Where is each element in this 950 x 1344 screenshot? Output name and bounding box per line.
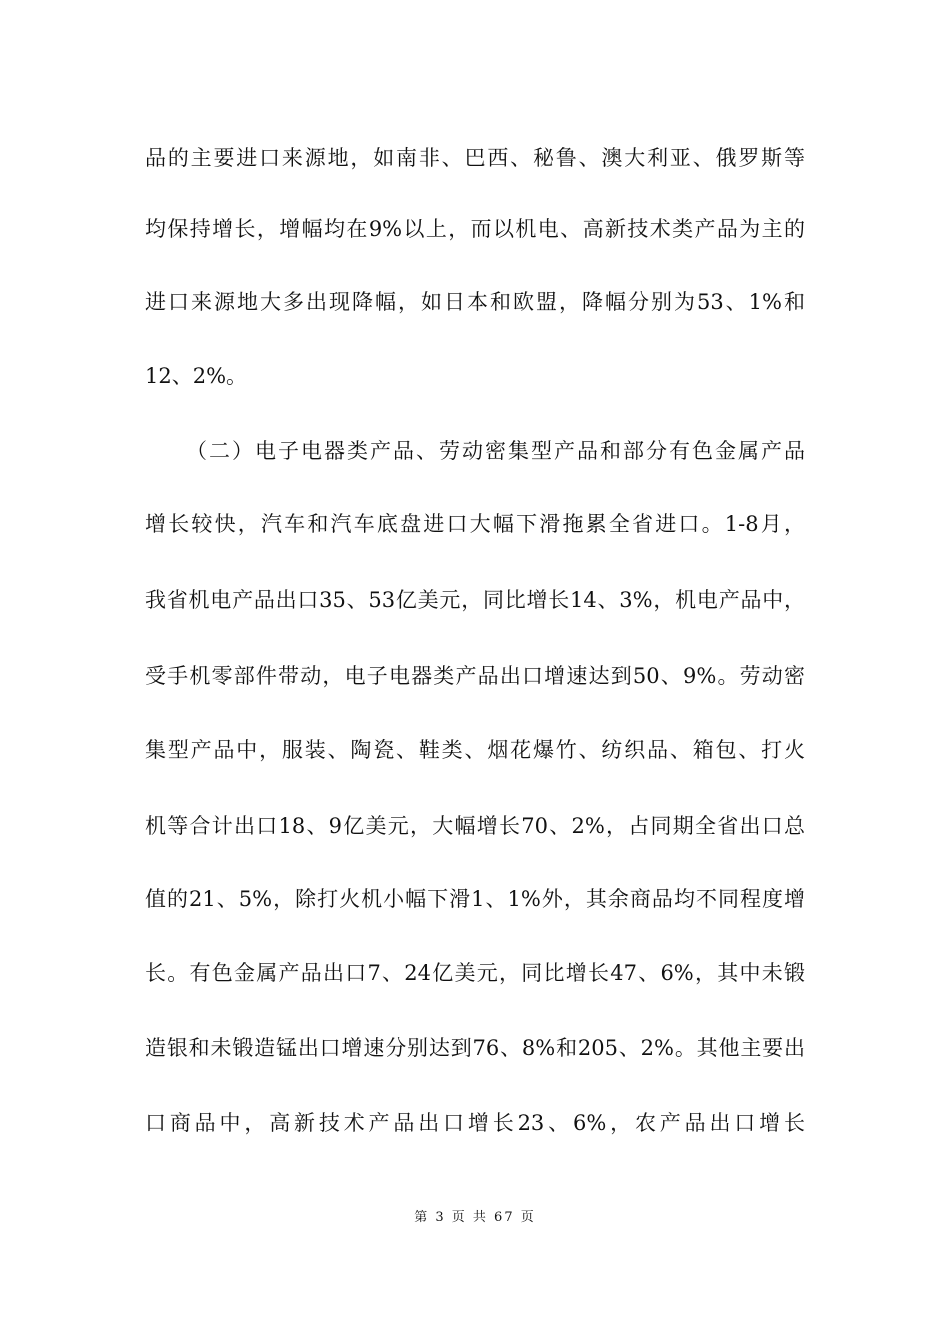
paragraph-heading-line: （二）电子电器类产品、劳动密集型产品和部分有色金属产品: [186, 439, 805, 463]
paragraph-line: 我省机电产品出口35、53亿美元，同比增长14、3%，机电产品中，: [145, 588, 805, 612]
paragraph-line: 机等合计出口18、9亿美元，大幅增长70、2%，占同期全省出口总: [145, 814, 805, 838]
paragraph-line: 均保持增长，增幅均在9%以上，而以机电、高新技术类产品为主的: [145, 217, 805, 241]
paragraph-line: 品的主要进口来源地，如南非、巴西、秘鲁、澳大利亚、俄罗斯等: [145, 146, 805, 170]
paragraph-line: 进口来源地大多出现降幅，如日本和欧盟，降幅分别为53、1%和: [145, 290, 805, 314]
page-number-footer: 第 3 页 共 67 页: [414, 1210, 536, 1225]
paragraph-line: 长。有色金属产品出口7、24亿美元，同比增长47、6%，其中未锻: [145, 961, 805, 985]
paragraph-line: 增长较快，汽车和汽车底盘进口大幅下滑拖累全省进口。1-8月，: [145, 512, 805, 536]
paragraph-line: 12、2%。: [145, 364, 248, 388]
paragraph-line: 口商品中，高新技术产品出口增长23、6%，农产品出口增长: [145, 1111, 805, 1135]
paragraph-line: 集型产品中，服装、陶瓷、鞋类、烟花爆竹、纺织品、箱包、打火: [145, 738, 805, 762]
paragraph-line: 值的21、5%，除打火机小幅下滑1、1%外，其余商品均不同程度增: [145, 887, 805, 911]
paragraph-line: 受手机零部件带动，电子电器类产品出口增速达到50、9%。劳动密: [145, 664, 805, 688]
paragraph-line: 造银和未锻造锰出口增速分别达到76、8%和205、2%。其他主要出: [145, 1036, 805, 1060]
